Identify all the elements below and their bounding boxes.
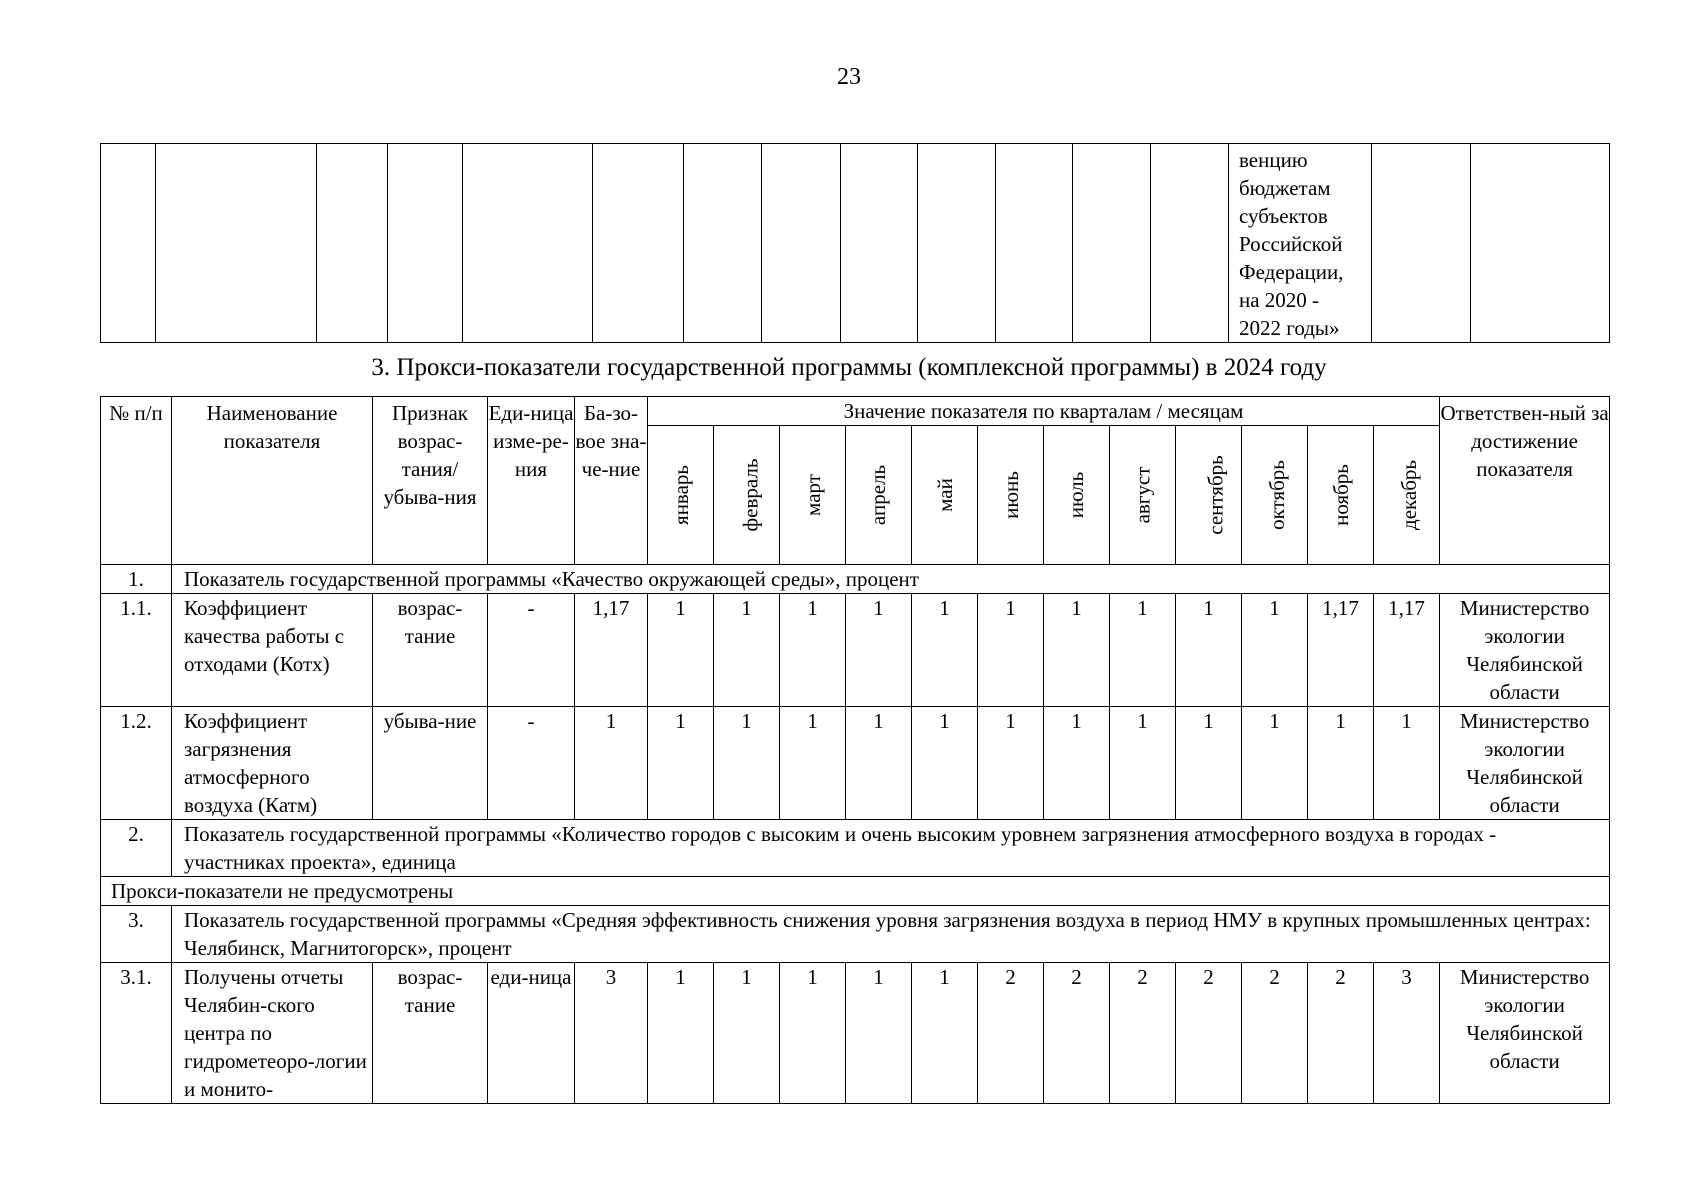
responsible: Министерство экологии Челябинской области (1440, 594, 1610, 707)
month-value: 1 (978, 594, 1044, 707)
section-num: 3. (101, 906, 172, 963)
indicator-name: Коэффициент загрязнения атмосферного воздуха (Катм) (172, 707, 373, 820)
month-header: июль (1044, 426, 1110, 565)
section-row (101, 820, 1610, 877)
proxy-indicators-table (100, 396, 1610, 1104)
section-row (101, 906, 1610, 963)
month-value: 1 (1308, 707, 1374, 820)
month-value: 3 (1374, 963, 1440, 1104)
month-value: 1 (912, 707, 978, 820)
fragment-row (101, 144, 1610, 343)
section-num: 1. (101, 565, 172, 594)
month-value: 1 (1110, 594, 1176, 707)
month-header: июнь (978, 426, 1044, 565)
month-header: апрель (846, 426, 912, 565)
indicator-name: Получены отчеты Челябин-ского центра по гидрометеоро-логии и монито- (172, 963, 373, 1104)
indicator-unit: - (488, 594, 575, 707)
table-row (101, 707, 1610, 820)
header-responsible: Ответствен-ный за достижение показателя (1440, 397, 1610, 565)
section-num: 2. (101, 820, 172, 877)
section-text: Показатель государственной программы «Средняя эффективность снижения уровня загрязнения воздуха в период НМУ в крупных промышленных центрах: Челябинск, Магнитогорск», процент (172, 906, 1610, 963)
month-value: 2 (1242, 963, 1308, 1104)
month-value: 1 (1110, 707, 1176, 820)
month-value: 1 (648, 963, 714, 1104)
header-name: Наименование показателя (172, 397, 373, 565)
month-value: 1 (648, 707, 714, 820)
month-value: 1 (1242, 707, 1308, 820)
row-num: 1.2. (101, 707, 172, 820)
indicator-sign: возрас-тание (373, 963, 488, 1104)
row-num: 1.1. (101, 594, 172, 707)
section-text: Показатель государственной программы «Качество окружающей среды», процент (172, 565, 1610, 594)
section-text: Показатель государственной программы «Количество городов с высоким и очень высоким уровнем загрязнения атмосферного воздуха в городах - участниках проекта», единица (172, 820, 1610, 877)
header-row (101, 397, 1610, 426)
month-value: 1 (1176, 594, 1242, 707)
month-value: 1 (1044, 707, 1110, 820)
table-row (101, 963, 1610, 1104)
section-title: 3. Прокси-показатели государственной программы (комплексной программы) в 2024 году (371, 354, 1327, 381)
month-header: октябрь (1242, 426, 1308, 565)
header-months-group: Значение показателя по кварталам / месяцам (648, 397, 1440, 426)
month-value: 1 (1242, 594, 1308, 707)
month-value: 1 (846, 707, 912, 820)
month-value: 2 (978, 963, 1044, 1104)
month-value: 1 (978, 707, 1044, 820)
month-value: 1 (780, 963, 846, 1104)
month-value: 1,17 (1374, 594, 1440, 707)
fragment-text-cell: венцию бюджетам субъектов Российской Федерации, на 2020 - 2022 годы» (1229, 144, 1372, 343)
month-value: 1 (1044, 594, 1110, 707)
no-proxy-row (101, 877, 1610, 906)
month-value: 1 (648, 594, 714, 707)
month-header: январь (648, 426, 714, 565)
header-base: Ба-зо-вое зна-че-ние (575, 397, 648, 565)
header-num: № п/п (101, 397, 172, 565)
month-value: 2 (1044, 963, 1110, 1104)
month-value: 2 (1176, 963, 1242, 1104)
month-header: август (1110, 426, 1176, 565)
month-value: 1 (846, 963, 912, 1104)
indicator-base: 1,17 (575, 594, 648, 707)
month-value: 2 (1110, 963, 1176, 1104)
month-value: 1 (1176, 707, 1242, 820)
indicator-unit: еди-ница (488, 963, 575, 1104)
header-sign: Признак возрас-тания/ убыва-ния (373, 397, 488, 565)
month-value: 2 (1308, 963, 1374, 1104)
section-row (101, 565, 1610, 594)
indicator-unit: - (488, 707, 575, 820)
header-unit: Еди-ница изме-ре-ния (488, 397, 575, 565)
month-header: май (912, 426, 978, 565)
month-value: 1 (846, 594, 912, 707)
row-num: 3.1. (101, 963, 172, 1104)
month-header: март (780, 426, 846, 565)
month-value: 1 (780, 707, 846, 820)
indicator-sign: возрас-тание (373, 594, 488, 707)
indicator-base: 3 (575, 963, 648, 1104)
month-header: ноябрь (1308, 426, 1374, 565)
table-row (101, 594, 1610, 707)
no-proxy-text: Прокси-показатели не предусмотрены (101, 877, 1610, 906)
month-value: 1 (780, 594, 846, 707)
month-value: 1 (1374, 707, 1440, 820)
responsible: Министерство экологии Челябинской области (1440, 707, 1610, 820)
indicator-sign: убыва-ние (373, 707, 488, 820)
previous-table-fragment (100, 143, 1610, 343)
month-value: 1 (714, 963, 780, 1104)
responsible: Министерство экологии Челябинской области (1440, 963, 1610, 1104)
month-value: 1 (912, 594, 978, 707)
month-header: декабрь (1374, 426, 1440, 565)
month-header: февраль (714, 426, 780, 565)
page-number: 23 (837, 64, 861, 90)
month-value: 1 (714, 594, 780, 707)
month-header: сентябрь (1176, 426, 1242, 565)
month-value: 1 (912, 963, 978, 1104)
month-value: 1,17 (1308, 594, 1374, 707)
indicator-base: 1 (575, 707, 648, 820)
month-value: 1 (714, 707, 780, 820)
indicator-name: Коэффициент качества работы с отходами (Котх) (172, 594, 373, 707)
